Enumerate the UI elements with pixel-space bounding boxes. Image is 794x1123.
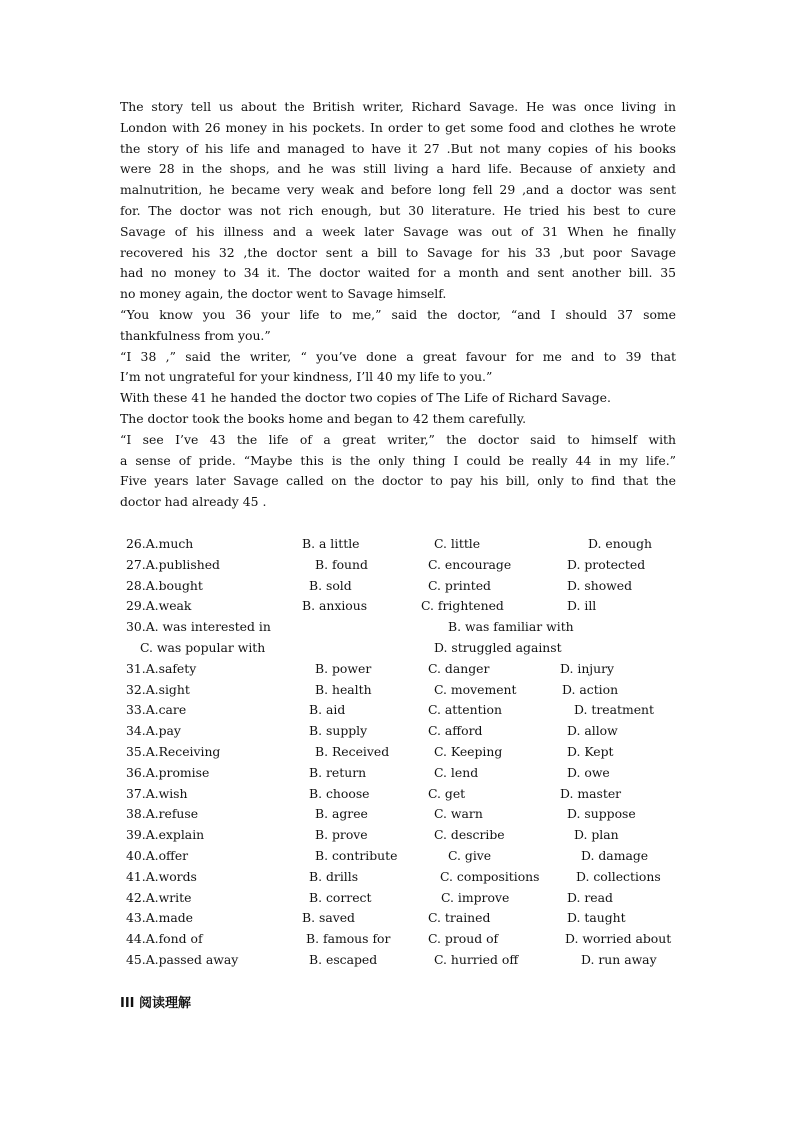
option-a: 44.A.fond of bbox=[126, 931, 203, 947]
option-a: 29.A.weak bbox=[126, 598, 192, 614]
option-d: D. action bbox=[562, 681, 619, 697]
option-a: 45.A.passed away bbox=[126, 951, 239, 967]
option-b: B. choose bbox=[309, 785, 370, 801]
option-c: C. danger bbox=[428, 660, 490, 676]
option-d: D. plan bbox=[574, 827, 619, 843]
passage-line: were 28 in the shops, and he was still living a hard life. Because of anxiety and bbox=[120, 161, 676, 177]
passage-line: The story tell us about the British writer, Richard Savage. He was once living in bbox=[120, 99, 676, 114]
option-a: 36.A.promise bbox=[126, 764, 210, 780]
option-c: C. little bbox=[434, 536, 481, 551]
option-a: 27.A.published bbox=[126, 556, 220, 572]
option-b: B. was familiar with bbox=[448, 619, 574, 635]
option-c: C. compositions bbox=[440, 868, 540, 884]
option-c: C. afford bbox=[428, 723, 483, 739]
option-row bbox=[126, 638, 686, 659]
option-b: B. return bbox=[309, 764, 367, 780]
option-row bbox=[126, 825, 686, 846]
passage-line: for. The doctor was not rich enough, but 30 literature. He tried his best to cure bbox=[120, 202, 676, 218]
option-d: D. master bbox=[560, 785, 622, 801]
option-a: 26.A.much bbox=[126, 536, 194, 551]
option-b: B. health bbox=[315, 681, 372, 697]
option-c: C. printed bbox=[428, 577, 491, 593]
section-heading: III 阅读理解 bbox=[120, 996, 192, 1011]
option-row bbox=[126, 721, 686, 742]
option-row bbox=[126, 929, 686, 950]
option-a: 40.A.offer bbox=[126, 847, 189, 863]
option-d: D. enough bbox=[588, 536, 653, 551]
passage-line: recovered his 32 ,the doctor sent a bill to Savage for his 33 ,but poor Savage bbox=[120, 244, 676, 260]
option-row bbox=[126, 804, 686, 825]
passage-line: “I 38 ,” said the writer, “ you’ve done a great favour for me and to 39 that bbox=[120, 348, 676, 364]
option-d: D. owe bbox=[567, 764, 610, 780]
option-a: 33.A.care bbox=[126, 702, 187, 718]
option-row bbox=[126, 846, 686, 867]
option-row bbox=[126, 950, 686, 971]
option-c: C. lend bbox=[434, 764, 479, 780]
option-a: 28.A.bought bbox=[126, 577, 203, 593]
option-a: 35.A.Receiving bbox=[126, 743, 221, 759]
option-b: B. anxious bbox=[302, 598, 368, 614]
cloze-passage bbox=[120, 97, 676, 513]
option-b: B. contribute bbox=[315, 847, 398, 863]
option-row bbox=[126, 700, 686, 721]
option-d: D. taught bbox=[567, 910, 626, 926]
option-b: B. correct bbox=[309, 889, 372, 905]
option-row bbox=[126, 763, 686, 784]
option-c: C. was popular with bbox=[140, 639, 266, 655]
option-b: B. supply bbox=[309, 723, 368, 739]
option-b: B. Received bbox=[315, 743, 390, 759]
passage-line: The doctor took the books home and began to 42 them carefully. bbox=[120, 410, 527, 426]
passage-line: no money again, the doctor went to Savage himself. bbox=[120, 286, 447, 302]
passage-line: “You know you 36 your life to me,” said the doctor, “and I should 37 some bbox=[120, 306, 676, 322]
option-row bbox=[126, 659, 686, 680]
option-row bbox=[126, 867, 686, 888]
passage-line: thankfulness from you.” bbox=[120, 327, 271, 343]
option-c: C. trained bbox=[428, 910, 491, 926]
option-c: C. hurried off bbox=[434, 951, 519, 967]
passage-line: “I see I’ve 43 the life of a great writer,” the doctor said to himself with bbox=[120, 431, 676, 447]
option-d: D. collections bbox=[576, 868, 661, 884]
option-d: D. struggled against bbox=[434, 639, 562, 655]
passage-line: malnutrition, he became very weak and before long fell 29 ,and a doctor was sent bbox=[120, 182, 676, 198]
option-d: D. allow bbox=[567, 723, 618, 739]
option-d: D. worried about bbox=[565, 931, 672, 947]
option-d: D. injury bbox=[560, 660, 615, 676]
option-d: D. damage bbox=[581, 847, 649, 863]
option-c: C. Keeping bbox=[434, 743, 503, 759]
option-row bbox=[126, 555, 686, 576]
passage-line: I’m not ungrateful for your kindness, I’ll 40 my life to you.” bbox=[120, 369, 493, 385]
option-a: 43.A.made bbox=[126, 910, 193, 926]
option-d: D. run away bbox=[581, 951, 657, 967]
option-c: C. describe bbox=[434, 827, 505, 843]
passage-line: Savage of his illness and a week later Savage was out of 31 When he finally bbox=[120, 223, 676, 239]
option-c: C. frightened bbox=[421, 598, 504, 614]
option-row bbox=[126, 680, 686, 701]
option-b: B. sold bbox=[309, 577, 352, 593]
option-b: B. drills bbox=[309, 868, 359, 884]
option-row bbox=[126, 888, 686, 909]
option-c: C. improve bbox=[441, 889, 510, 905]
option-d: D. showed bbox=[567, 577, 633, 593]
option-d: D. Kept bbox=[567, 743, 614, 759]
option-c: C. movement bbox=[434, 681, 517, 697]
option-c: C. give bbox=[448, 847, 492, 863]
passage-line: Five years later Savage called on the doctor to pay his bill, only to find that the bbox=[120, 473, 676, 489]
option-d: D. protected bbox=[567, 556, 646, 572]
passage-line: London with 26 money in his pockets. In order to get some food and clothes he wrote bbox=[120, 119, 676, 135]
passage-line: doctor had already 45 . bbox=[120, 494, 267, 510]
option-a: 38.A.refuse bbox=[126, 806, 199, 822]
option-row bbox=[126, 908, 686, 929]
option-a: 42.A.write bbox=[126, 889, 192, 905]
option-b: B. a little bbox=[302, 536, 360, 551]
option-a: 34.A.pay bbox=[126, 723, 181, 739]
option-row bbox=[126, 596, 686, 617]
passage-line: had no money to 34 it. The doctor waited for a month and sent another bill. 35 bbox=[120, 265, 676, 281]
option-a: 31.A.safety bbox=[126, 660, 197, 676]
option-d: D. suppose bbox=[567, 806, 636, 822]
passage-line: the story of his life and managed to have it 27 .But not many copies of his books bbox=[120, 140, 676, 156]
option-c: C. get bbox=[428, 785, 466, 801]
option-row bbox=[126, 784, 686, 805]
option-a: 41.A.words bbox=[126, 868, 197, 884]
option-row bbox=[126, 617, 686, 638]
option-b: B. agree bbox=[315, 806, 368, 822]
passage-line: With these 41 he handed the doctor two copies of The Life of Richard Savage. bbox=[120, 390, 611, 406]
option-c: C. warn bbox=[434, 806, 483, 822]
option-c: C. proud of bbox=[428, 931, 499, 947]
option-d: D. treatment bbox=[574, 702, 655, 718]
option-b: B. aid bbox=[309, 702, 346, 718]
option-a: 37.A.wish bbox=[126, 785, 188, 801]
option-b: B. escaped bbox=[309, 951, 378, 967]
option-a: 32.A.sight bbox=[126, 681, 190, 697]
option-c: C. encourage bbox=[428, 556, 512, 572]
option-a: 30.A. was interested in bbox=[126, 619, 271, 635]
option-row bbox=[126, 576, 686, 597]
answer-options bbox=[126, 534, 686, 971]
option-c: C. attention bbox=[428, 702, 502, 718]
option-b: B. power bbox=[315, 660, 372, 676]
option-d: D. ill bbox=[567, 598, 597, 614]
passage-line: a sense of pride. “Maybe this is the only thing I could be really 44 in my life.” bbox=[120, 452, 676, 468]
option-b: B. famous for bbox=[306, 931, 391, 947]
option-b: B. saved bbox=[302, 910, 355, 926]
option-row bbox=[126, 742, 686, 763]
option-row bbox=[126, 534, 686, 555]
option-b: B. found bbox=[315, 556, 368, 572]
option-b: B. prove bbox=[315, 827, 368, 843]
option-d: D. read bbox=[567, 889, 613, 905]
option-a: 39.A.explain bbox=[126, 827, 205, 843]
